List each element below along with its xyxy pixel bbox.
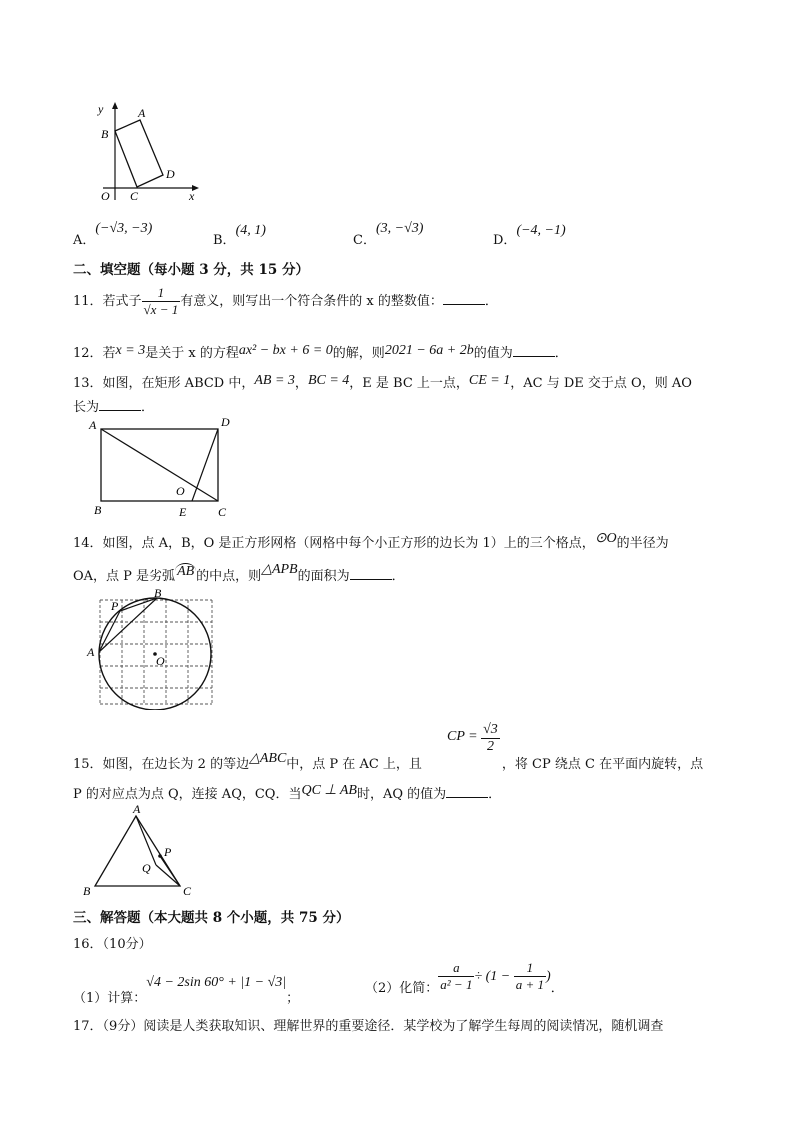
- q12-suffix: 的值为: [473, 346, 513, 361]
- option-letter: C．: [353, 233, 376, 248]
- q14-line2c: 的面积为: [297, 569, 350, 584]
- q13-line2: 长为: [73, 400, 100, 415]
- question-17: 17．（9分）阅读是人类获取知识、理解世界的重要途径．某学校为了解学生每周的阅读情况，随机调查: [73, 1019, 664, 1034]
- q15-answer-blank[interactable]: [446, 785, 488, 798]
- label-a: A: [133, 804, 141, 816]
- option-value: (−√3, −3): [95, 221, 153, 236]
- q15-line2a: P 的对应点为点 Q，连接 AQ，CQ．当: [73, 787, 302, 802]
- q14-line2b: 的中点，则: [196, 569, 262, 584]
- label-d: D: [221, 415, 230, 429]
- q13-rectangle-figure: [86, 414, 236, 518]
- q10-coordinate-figure: [88, 100, 203, 208]
- label-q: Q: [142, 861, 151, 875]
- q14-answer-blank[interactable]: [350, 567, 392, 580]
- label-o: O: [101, 189, 110, 203]
- q16-p2-den: a² − 1: [440, 977, 473, 992]
- q12-mid2: 的解，则: [332, 346, 385, 361]
- q13-answer-blank[interactable]: [99, 398, 141, 411]
- option-letter: B．: [213, 233, 236, 248]
- q16-p2-close: ): [546, 969, 551, 984]
- q15-perp: QC ⊥ AB: [301, 783, 357, 798]
- q12-eq2: ax² − bx + 6 = 0: [238, 343, 333, 358]
- q16-head: 16．（10分）: [73, 937, 152, 952]
- point-p: [158, 854, 162, 858]
- q16-p2-rest: ÷ (1 −: [474, 969, 514, 984]
- segment-aq: [136, 816, 156, 865]
- q10-option-c: [353, 221, 424, 249]
- q16-part1: [73, 969, 300, 1006]
- label-c: C: [218, 505, 227, 518]
- q16-p1-end: ；: [286, 991, 300, 1006]
- q14-arc: AB: [177, 564, 195, 579]
- q14-grid-circle-figure: [85, 586, 220, 710]
- section2-title: 二、填空题（每小题 3 分，共 15 分）: [73, 262, 309, 278]
- q14-circle: ⊙O: [594, 531, 617, 546]
- label-o: O: [156, 654, 165, 668]
- q11-frac-num: 1: [142, 285, 181, 302]
- q13-sep: ，: [294, 376, 308, 391]
- q12-prefix: 12．若: [73, 346, 116, 361]
- option-letter: A．: [73, 233, 96, 248]
- q13-ce: CE = 1: [468, 373, 511, 388]
- label-a: A: [138, 106, 146, 120]
- q16-p2-inner-den: a + 1: [515, 977, 545, 992]
- q15-cp-fraction: [481, 722, 500, 755]
- q15-cp-num: √3: [483, 722, 498, 737]
- q14-line1: 14．如图，点 A，B，O 是正方形网格（网格中每个小正方形的边长为 1）上的三个格点，: [73, 536, 595, 551]
- q12-eq1: x = 3: [115, 343, 146, 358]
- q16-p2-label: （2）化简：: [365, 981, 439, 996]
- q11-answer-blank[interactable]: [443, 292, 485, 305]
- option-value: (3, −√3): [375, 221, 424, 236]
- question-13-line2: 长为 ．: [73, 400, 155, 415]
- label-b: B: [154, 586, 162, 600]
- label-b: B: [83, 884, 91, 896]
- q13-ab: AB = 3: [254, 373, 295, 388]
- q11-prefix: 11．若式子: [73, 294, 142, 309]
- rectangle-abcd: [115, 120, 163, 187]
- q16-p2-num: a: [438, 960, 474, 977]
- label-c: C: [183, 884, 192, 896]
- q11-fraction: [142, 285, 181, 318]
- y-axis-arrow: [112, 102, 118, 109]
- label-p: P: [111, 599, 119, 613]
- q16-p2-end: ．: [550, 981, 564, 996]
- label-a: A: [87, 645, 95, 659]
- q15-triangle-figure: [80, 804, 200, 896]
- label-b: B: [101, 127, 109, 141]
- q16-p2-fraction: [438, 960, 474, 993]
- q12-eq3: 2021 − 6a + 2b: [384, 343, 474, 358]
- q15-line2b: 时，AQ 的值为: [356, 787, 447, 802]
- q13-mid: ，E 是 BC 上一点，: [349, 376, 469, 391]
- question-13-line1: [73, 372, 692, 392]
- q15-triangle: △ABC: [249, 751, 287, 766]
- label-o: O: [176, 484, 185, 498]
- q15-line1c: ，将 CP 绕点 C 在平面内旋转，点: [501, 757, 704, 772]
- q16-p1-label: （1）计算：: [73, 991, 147, 1006]
- q16-p1-expr: √4 − 2sin 60° + |1 − √3|: [146, 975, 287, 990]
- option-value: (4, 1): [235, 223, 266, 238]
- q15-cp-den: 2: [486, 739, 494, 754]
- label-x: x: [189, 189, 195, 203]
- q10-option-a: [73, 221, 153, 249]
- q15-line1a: 15．如图，在边长为 2 的等边: [73, 757, 250, 772]
- section3-title: 三、解答题（本大题共 8 个小题，共 75 分）: [73, 910, 350, 926]
- segment-de: [192, 429, 218, 501]
- q12-mid1: 是关于 x 的方程: [145, 346, 239, 361]
- q15-line1b: 中，点 P 在 AC 上，且: [286, 757, 422, 772]
- q11-suffix: 有意义，则写出一个符合条件的 x 的整数值：: [180, 294, 443, 309]
- q11-frac-den: √x − 1: [143, 302, 179, 317]
- label-a: A: [89, 418, 97, 432]
- q14-triangle: △APB: [261, 562, 298, 577]
- q16-part2: [365, 960, 564, 996]
- question-14-line1: [73, 532, 669, 552]
- q16-p2-inner-num: 1: [514, 960, 546, 977]
- q13-suffix: ，AC 与 DE 交于点 O，则 AO: [510, 376, 692, 391]
- question-12: 12．若x = 3是关于 x 的方程ax² − bx + 6 = 0的解，则2021 − 6a + 2b的值为 ．: [73, 343, 568, 361]
- q15-cp-expression: [447, 722, 500, 755]
- label-p: P: [164, 845, 172, 859]
- question-14-line2: OA，点 P 是劣弧 AB 的中点，则△APB的面积为 ．: [73, 562, 405, 584]
- question-11: 11．若式子 $\frac{1}{√x - 1}$ 有意义，则写出一个符合条件的 x 的整数值： ．: [73, 285, 498, 317]
- q13-prefix: 13．如图，在矩形 ABCD 中，: [73, 376, 255, 391]
- q16-p2-inner-fraction: [514, 960, 546, 993]
- q10-option-d: [493, 223, 566, 249]
- question-15-line2: P 的对应点为点 Q，连接 AQ，CQ．当QC ⊥ AB时，AQ 的值为 ．: [73, 783, 502, 802]
- label-b: B: [94, 503, 102, 517]
- label-e: E: [179, 505, 187, 518]
- q14-line1b: 的半径为: [616, 536, 669, 551]
- q14-line2a: OA，点 P 是劣弧: [73, 569, 176, 584]
- q15-cp-lhs: CP =: [447, 728, 478, 744]
- label-d: D: [166, 167, 175, 181]
- q12-answer-blank[interactable]: [513, 344, 555, 357]
- question-15-line1: [73, 753, 703, 773]
- label-y: y: [98, 102, 104, 116]
- segment-ac: [101, 429, 218, 501]
- label-c: C: [130, 189, 139, 203]
- option-value: (−4, −1): [516, 223, 566, 238]
- q13-bc: BC = 4: [307, 373, 350, 388]
- q10-option-b: [213, 223, 266, 249]
- segment-ap: [99, 611, 120, 652]
- option-letter: D．: [493, 233, 517, 248]
